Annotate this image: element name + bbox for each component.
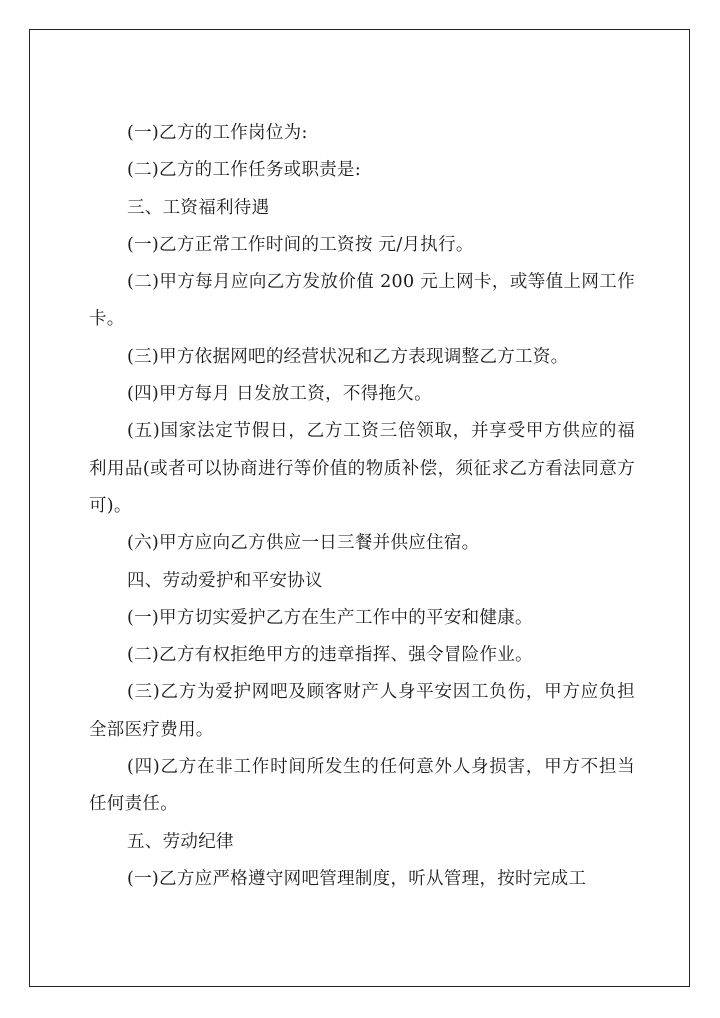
section-heading: 三、工资福利待遇 [127, 197, 270, 218]
document-body [89, 115, 635, 898]
paragraph: (一)乙方正常工作时间的工资按 元/月执行。 [127, 234, 474, 255]
document-page [29, 29, 690, 987]
paragraph: (二)乙方有权拒绝甲方的违章指挥、强令冒险作业。 [127, 645, 533, 666]
paragraph: (四)乙方在非工作时间所发生的任何意外人身损害，甲方不担当任何责任。 [89, 757, 635, 815]
paragraph: (六)甲方应向乙方供应一日三餐并供应住宿。 [127, 533, 480, 554]
paragraph: (二)甲方每月应向乙方发放价值 200 元上网卡，或等值上网工作卡。 [89, 272, 635, 330]
paragraph: (一)甲方切实爱护乙方在生产工作中的平安和健康。 [127, 607, 533, 628]
section-heading: 四、劳动爱护和平安协议 [127, 570, 323, 591]
paragraph: (五)国家法定节假日，乙方工资三倍领取，并享受甲方供应的福利用品(或者可以协商进行等价值的物质补偿，须征求乙方看法同意方可)。 [89, 421, 635, 516]
section-heading: 五、劳动纪律 [127, 831, 234, 852]
paragraph: (三)甲方依据网吧的经营状况和乙方表现调整乙方工资。 [127, 346, 569, 367]
paragraph: (一)乙方的工作岗位为: [127, 123, 308, 143]
paragraph: (二)乙方的工作任务或职责是: [127, 160, 362, 181]
paragraph: (三)乙方为爱护网吧及顾客财产人身平安因工负伤，甲方应负担全部医疗费用。 [89, 682, 635, 740]
paragraph: (一)乙方应严格遵守网吧管理制度，听从管理，按时完成工 [127, 868, 587, 889]
paragraph: (四)甲方每月 日发放工资，不得拖欠。 [127, 384, 432, 405]
